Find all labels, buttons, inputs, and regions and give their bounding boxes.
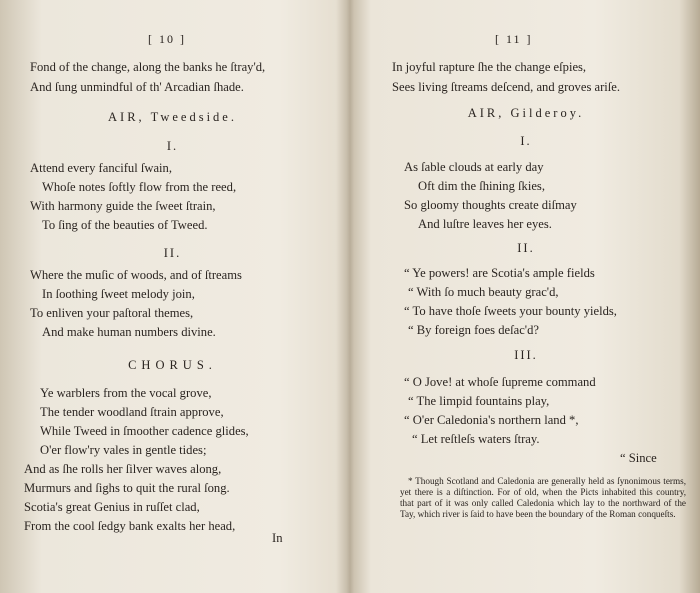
verse-line: “ O'er Caledonia's northern land *,: [404, 413, 579, 427]
verse-line: Scotia's great Genius in ruſſet clad,: [24, 500, 200, 514]
verse-line: “ To have thoſe ſweets your bounty yields,: [404, 304, 617, 318]
footnote: [400, 476, 686, 520]
verse-line: Murmurs and ſighs to quit the rural ſong.: [24, 481, 230, 495]
stanza-numeral: I.: [520, 134, 532, 148]
page-number: [ 10 ]: [148, 32, 186, 46]
verse-line: Oft dim the ſhining ſkies,: [418, 179, 545, 193]
verse-line: And luſtre leaves her eyes.: [418, 217, 552, 231]
air-heading: AIR, Gilderoy.: [467, 106, 585, 120]
verse-line: Sees living ſtreams deſcend, and groves ariſe.: [392, 80, 621, 94]
verse-line: Ye warblers from the vocal grove,: [40, 386, 212, 400]
page-number: [ 11 ]: [495, 32, 533, 46]
verse-line: And as ſhe rolls her ſilver waves along,: [24, 462, 222, 476]
verse-line: “ Ye powers! are Scotia's ample fields: [404, 266, 595, 280]
stanza-numeral: I.: [166, 139, 179, 153]
verse-line: Whoſe notes ſoftly flow from the reed,: [42, 180, 237, 194]
verse-line: And make human numbers divine.: [42, 325, 216, 339]
right-page: [352, 0, 700, 593]
verse-line: So gloomy thoughts create diſmay: [404, 198, 577, 212]
stanza-numeral: II.: [163, 246, 182, 260]
verse-line: While Tweed in ſmoother cadence glides,: [40, 424, 249, 438]
chorus-heading: CHORUS.: [128, 358, 217, 372]
verse-line: O'er flow'ry vales in gentle tides;: [40, 443, 207, 457]
left-page: [0, 0, 345, 593]
footnote-text: * Though Scotland and Caledonia are generally held as ſynonimous terms, yet there is a diſtinction. For of old, when the Picts inhabited this country, that part of it was only called Caledonia which lay to the northward of the Tay, which river is ſaid to have been the boundary of the Roman conqueſts.: [400, 476, 686, 519]
verse-line: “ Let reſtleſs waters ſtray.: [412, 432, 540, 446]
verse-line: Where the muſic of woods, and of ſtreams: [30, 268, 242, 282]
verse-line: As ſable clouds at early day: [404, 160, 544, 174]
verse-line: And ſung unmindful of th' Arcadian ſhade.: [30, 80, 244, 94]
verse-line: Fond of the change, along the banks he ſtray'd,: [30, 60, 266, 74]
verse-line: With harmony guide the ſweet ſtrain,: [30, 199, 216, 213]
stanza-numeral: II.: [517, 241, 535, 255]
verse-line: In ſoothing ſweet melody join,: [42, 287, 195, 301]
verse-line: “ O Jove! at whoſe ſupreme command: [404, 375, 596, 389]
verse-line: From the cool ſedgy bank exalts her head,: [24, 519, 236, 533]
verse-line: To ſing of the beauties of Tweed.: [42, 218, 208, 232]
verse-line: To enliven your paſtoral themes,: [30, 306, 194, 320]
catchword: In: [272, 531, 283, 545]
verse-line: The tender woodland ſtrain approve,: [40, 405, 224, 419]
air-heading: AIR, Tweedside.: [108, 110, 237, 124]
verse-line: “ With ſo much beauty grac'd,: [408, 285, 559, 299]
verse-line: “ The limpid fountains play,: [408, 394, 550, 408]
verse-line: Attend every fanciful ſwain,: [30, 161, 172, 175]
verse-line: In joyful rapture ſhe the change eſpies,: [392, 60, 587, 74]
verse-line: “ By foreign foes deſac'd?: [408, 323, 539, 337]
catchword: “ Since: [620, 451, 657, 465]
stanza-numeral: III.: [514, 348, 538, 362]
